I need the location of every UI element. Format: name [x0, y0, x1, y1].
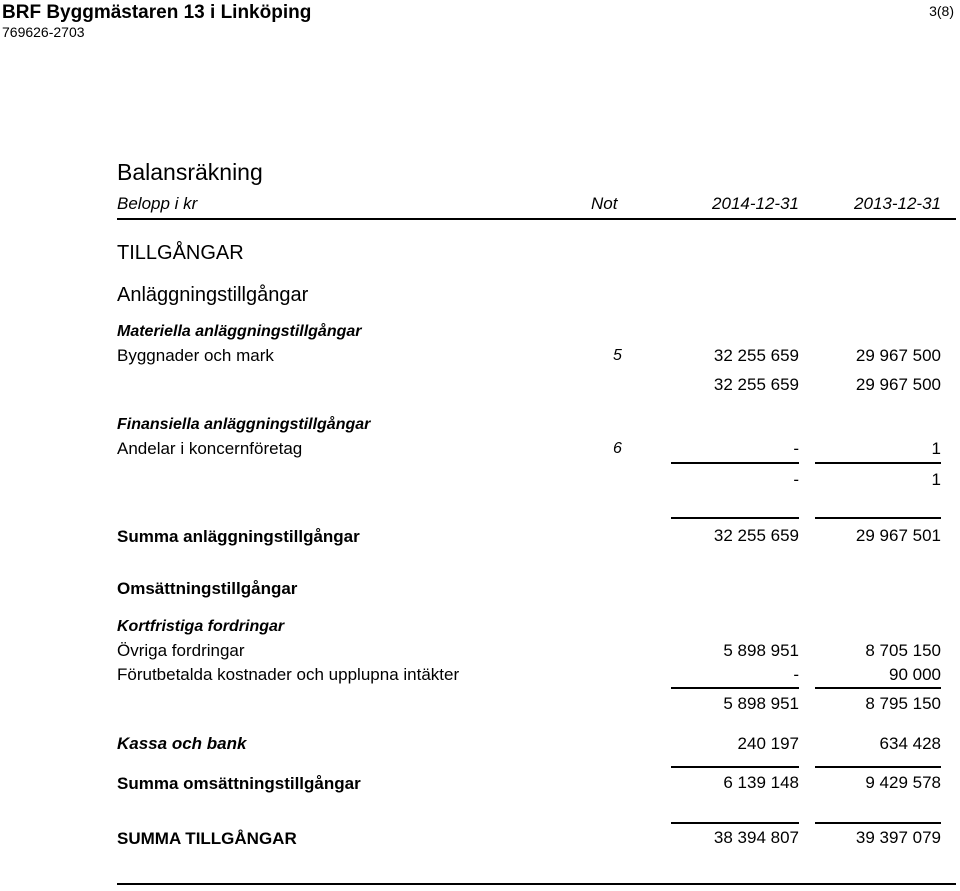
- sum-rule: [815, 822, 941, 824]
- fixed-assets-total-previous: 29 967 501: [855, 526, 941, 545]
- grand-total-previous: 39 397 079: [855, 828, 941, 847]
- current-year-header: 2014-12-31: [712, 194, 799, 213]
- row-note-group-shares: 6: [613, 440, 622, 457]
- page-title: Balansräkning: [117, 159, 263, 185]
- row-label-prepaid-expenses: Förutbetalda kostnader och upplupna intäkter: [117, 665, 460, 684]
- current-assets-heading: Omsättningstillgångar: [117, 579, 298, 598]
- grand-total-label: SUMMA TILLGÅNGAR: [117, 829, 297, 848]
- assets-heading: TILLGÅNGAR: [117, 242, 244, 264]
- row-previous-prepaid-expenses: 90 000: [889, 665, 941, 684]
- sum-rule: [815, 766, 941, 768]
- sum-rule: [671, 462, 799, 464]
- row-label-other-receivables: Övriga fordringar: [117, 641, 245, 660]
- cash-current: 240 197: [737, 734, 799, 753]
- sum-rule: [671, 687, 799, 689]
- row-label-buildings: Byggnader och mark: [117, 346, 274, 365]
- grand-total-current: 38 394 807: [713, 828, 799, 847]
- sum-rule: [815, 517, 941, 519]
- row-label-group-shares: Andelar i koncernföretag: [117, 439, 303, 458]
- receivables-subtotal-current: 5 898 951: [723, 694, 799, 713]
- sum-rule: [671, 517, 799, 519]
- cash-previous: 634 428: [879, 734, 941, 753]
- fixed-assets-total-current: 32 255 659: [713, 526, 799, 545]
- tangible-subtotal-previous: 29 967 500: [855, 375, 941, 394]
- page-number: 3(8): [929, 3, 954, 19]
- fixed-assets-heading: Anläggningstillgångar: [117, 284, 309, 306]
- header-rule: [117, 218, 956, 220]
- receivables-heading: Kortfristiga fordringar: [117, 618, 285, 635]
- amount-unit-label: Belopp i kr: [117, 194, 198, 213]
- note-column-header: Not: [591, 194, 618, 213]
- previous-year-header: 2013-12-31: [854, 194, 941, 213]
- row-previous-buildings: 29 967 500: [855, 346, 941, 365]
- financial-assets-heading: Finansiella anläggningstillgångar: [117, 416, 371, 433]
- row-previous-group-shares: 1: [931, 439, 941, 458]
- row-previous-other-receivables: 8 705 150: [865, 641, 941, 660]
- fixed-assets-total-label: Summa anläggningstillgångar: [117, 527, 360, 546]
- current-assets-total-label: Summa omsättningstillgångar: [117, 774, 361, 793]
- row-current-prepaid-expenses: -: [793, 665, 799, 684]
- org-number: 769626-2703: [2, 24, 85, 40]
- financial-subtotal-current: -: [793, 470, 799, 489]
- row-current-other-receivables: 5 898 951: [723, 641, 799, 660]
- sum-rule: [671, 766, 799, 768]
- tangible-assets-heading: Materiella anläggningstillgångar: [117, 323, 362, 340]
- row-current-group-shares: -: [793, 439, 799, 458]
- row-current-buildings: 32 255 659: [713, 346, 799, 365]
- row-note-buildings: 5: [613, 347, 622, 364]
- sum-rule: [815, 687, 941, 689]
- company-name: BRF Byggmästaren 13 i Linköping: [2, 2, 312, 23]
- sum-rule: [671, 822, 799, 824]
- current-assets-total-current: 6 139 148: [723, 773, 799, 792]
- tangible-subtotal-current: 32 255 659: [713, 375, 799, 394]
- sum-rule: [815, 462, 941, 464]
- cash-label: Kassa och bank: [117, 734, 247, 753]
- financial-subtotal-previous: 1: [931, 470, 941, 489]
- bottom-rule: [117, 883, 956, 885]
- receivables-subtotal-previous: 8 795 150: [865, 694, 941, 713]
- current-assets-total-previous: 9 429 578: [865, 773, 941, 792]
